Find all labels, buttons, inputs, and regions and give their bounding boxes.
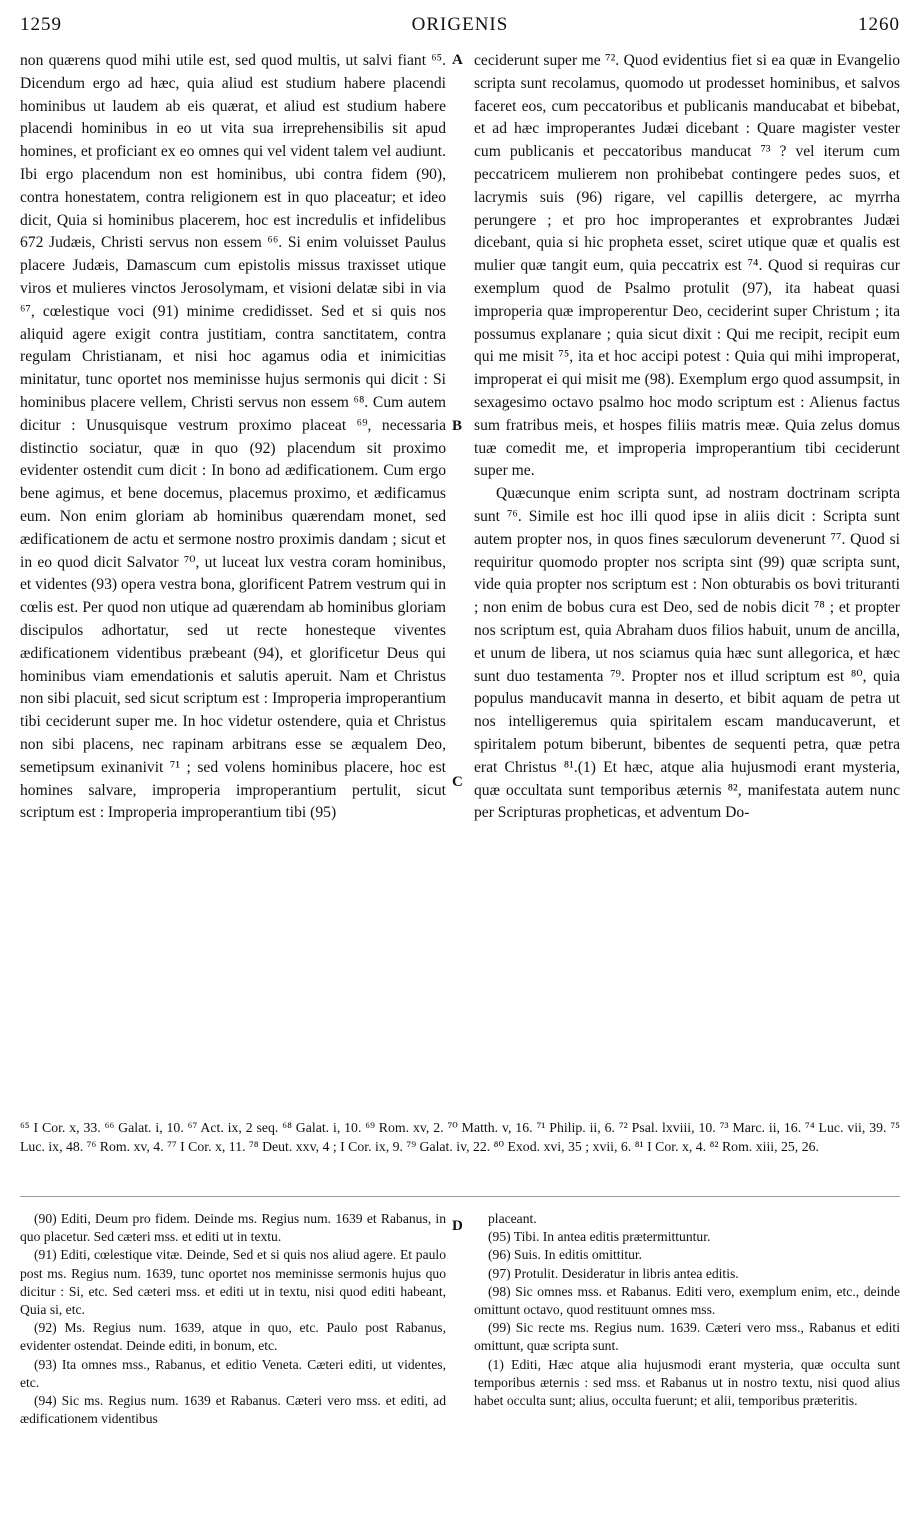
footnote-92: (92) Ms. Regius num. 1639, atque in quo, etc. Paulo post Rabanus, evidenter ostendat. Deinde editi, in bonum, etc.: [20, 1320, 446, 1354]
footnote-94-continued: placeant.: [488, 1211, 537, 1226]
footnote-1: (1) Editi, Hæc atque alia hujusmodi erant mysteria, quæ occulta sunt temporibus æternis : sed mss. et Rabanus ut in nostro textu, nisi quod alius habet occulta sunt; alius, occulta fuerunt; et alii, temporibus præteritis.: [474, 1356, 900, 1409]
main-text-right-column: [474, 50, 900, 825]
scripture-references: ⁶⁵ I Cor. x, 33. ⁶⁶ Galat. i, 10. ⁶⁷ Act. ix, 2 seq. ⁶⁸ Galat. i, 10. ⁶⁹ Rom. xv, 2. ⁷⁰ Matth. v, 16. ⁷¹ Philip. ii, 6. ⁷² Psal. lxviii, 10. ⁷³ Marc. ii, 16. ⁷⁴ Luc. vii, 39. ⁷⁵ Luc. ix, 48. ⁷⁶ Rom. xv, 4. ⁷⁷ I Cor. x, 11. ⁷⁸ Deut. xxv, 4 ; I Cor. ix, 9. ⁷⁹ Galat. iv, 22. ⁸⁰ Exod. xvi, 35 ; xvii, 6. ⁸¹ I Cor. x, 4. ⁸² Rom. xiii, 25, 26.: [20, 1120, 900, 1154]
footnote-97: (97) Protulit. Desideratur in libris antea editis.: [488, 1265, 739, 1281]
right-paragraph-2: Quæcunque enim scripta sunt, ad nostram doctrinam scripta sunt ⁷⁶. Simile est hoc illi quod ipse in aliis dicit : Scripta sunt autem propter nos, in quos fines sæculorum devenerunt ⁷⁷. Quod si requiritur quomodo propter nos scripta sint (99) quæ scripta sunt, vide quia propter nos scriptum est : Non obturabis os bovi trituranti ; non enim de bobus cura est Deo, sed de nobis dicit ⁷⁸ ; et propter nos scriptum est, quia Abraham duos filios habuit, unum de ancilla, et unum de libera, ut nos sciamus quia hæc sunt allegorica, et hæc sunt duo testamenta ⁷⁹. Propter nos et illud scriptum est ⁸⁰, quia populus manducavit manna in deserto, et bibit aquam de petra ut nos intelligeremus quia spiritalem escam manducaverunt, et spiritalem potum biberunt, bibentes de sequenti petra, quæ petra erat Christus ⁸¹.(1) Et hæc, atque alia hujusmodi erant mysteria, quæ occultata sunt temporibus æternis ⁸², manifestata autem nunc per Scripturas propheticas, et adventum Do-: [474, 485, 900, 822]
footnote-divider: [20, 1196, 900, 1197]
footnotes-right-column: [474, 1210, 900, 1410]
footnote-98: (98) Sic omnes mss. et Rabanus. Editi vero, exemplum enim, etc., deinde omittunt octavo, quod restituunt omnes mss.: [474, 1283, 900, 1318]
footnote-94: (94) Sic ms. Regius num. 1639 et Rabanus. Cæteri vero mss. et editi, ad ædificationem videntibus: [20, 1393, 446, 1427]
column-marker-b: B: [452, 418, 463, 434]
left-paragraph: non quærens quod mihi utile est, sed quod multis, ut salvi fiant ⁶⁵. Dicendum ergo ad hæc, quia aliud est studium habere placendi hominibus ut laudem ab eis quærat, et aliud est studium habere placendi hominibus in eo ut vita sua irreprehensibilis sit apud homines, et proficiant ex eo omnes qui vel vident talem vel audiunt. Ibi ergo placendum non est hominibus, ubi contra fidem (90), contra honestatem, contra religionem est in quo placeatur; et ideo dicit, Quia si hominibus placerem, hoc est incredulis et infidelibus 672 Judæis, Christi servus non essem ⁶⁶. Si enim voluisset Paulus placere Judæis, Damascum cum epistolis missus traxisset utique viros et mulieres vinctos Jerosolymam, et visioni delatæ sibi in via ⁶⁷, cœlestique voci (91) minime credidisset. Sed et si quis nos aliquid agere exigit contra justitiam, contra sanctitatem, contra regulam Christianam, et nisi hoc agamus odia et inimicitias minitatur, tunc oportet nos meminisse hujus sermonis qui dicit : Si hominibus placere vellem, Christi servus non essem ⁶⁸. Cum autem dicitur : Unusquisque vestrum proximo placeat ⁶⁹, necessaria distinctio sociatur, quæ in quo (92) placendum sit proximo evidenter ostendit cum dicit : In bono ad ædificationem. Cum ergo bene agimus, et bene docemus, placemus proximo, et ædificamus eum. Non enim gloriam ab hominibus quærendam monet, sed ædificationem de actu et sermone nostro proximis dandam ; sicut et in eo quod dicit Salvator ⁷⁰, ut luceat lux vestra coram hominibus, et videntes (93) opera vestra bona, glorificent Patrem vestrum qui in cœlis est. Per quod non utique ad quærendam ab hominibus gloriam discipulos adhortatur, sed ut recte honesteque viventes ædificationem videntibus præbeant (94), et glorificetur Deus qui hominibus viam emendationis et salutis aperuit. Nam et Christus non sibi placuit, sed sicut scriptum est : Improperia improperantium tibi ceciderunt super me. In hoc videtur ostendere, quia et Christus non sibi placens, nec rapinam arbitrans esse se æqualem Deo, semetipsum exinanivit ⁷¹ ; sed volens hominibus placere, hoc est homines salvare, improperia improperantium pertulit, sicut scriptum est : Improperia improperantium tibi (95): [20, 52, 446, 822]
column-marker-d: D: [452, 1218, 463, 1234]
page-header: [20, 14, 900, 40]
main-text-left-column: [20, 50, 446, 825]
footnote-96: (96) Suis. In editis omittitur.: [488, 1247, 643, 1263]
footnote-91: (91) Editi, cœlestique vitæ. Deinde, Sed et si quis nos aliud agere. Et paulo post ms. Regius num. 1639, tunc oportet nos meminisse sermonis hujus quo dicitur : Si, etc. Sed cæteri mss. et editi ut in textu, nisi quod editi habeant, Quia si, etc.: [20, 1247, 446, 1318]
footnotes-left-column: [20, 1210, 446, 1428]
page-number-right: 1260: [858, 14, 900, 35]
footnote-93: (93) Ita omnes mss., Rabanus, et editio Veneta. Cæteri editi, ut videntes, etc.: [20, 1356, 446, 1390]
column-marker-a: A: [452, 52, 463, 68]
footnote-99: (99) Sic recte ms. Regius num. 1639. Cæteri vero mss., Rabanus et editi omittunt, quæ scripta sunt.: [474, 1320, 900, 1354]
page-number-left: 1259: [20, 14, 62, 35]
column-marker-c: C: [452, 774, 463, 790]
footnote-90: (90) Editi, Deum pro fidem. Deinde ms. Regius num. 1639 et Rabanus, in quo placetur. Sed cæteri mss. et editi ut in textu.: [20, 1211, 446, 1245]
right-paragraph-1: ceciderunt super me ⁷². Quod evidentius fiet si ea quæ in Evangelio scripta sunt recolamus, quomodo ut prodesset hominibus, et salvos faceret eos, cum peccatoribus et publicanis manducabat et bibebat, et ad hæc improperantes Judæi dicebant : Quare magister vester cum publicanis et peccatoribus manducat ⁷³ ? vel iterum cum peccatricem mulierem non prohibebat contingere pedes suos, et lacrymis suis (96) rigare, vel capillis detergere, ac myrrha perungere ; et pro hoc improperantes et exprobrantes Judæi dicebant, quia si hic propheta esset, sciret utique quæ et qualis est mulier quæ tangit eum, quia peccatrix est ⁷⁴. Quod si requiras cur exemplum quod de Psalmo protulit (97), ita habeat quasi improperia quæ improperentur Deo, ceciderint super Christum ; ita possumus explanare ; quia sicut dixit : Qui me recipit, recipit eum qui me misit ⁷⁵, ita et hoc accipi potest : Quia qui mihi improperat, improperat ei qui misit me (98). Exemplum ergo quod assumpsit, in sexagesimo octavo psalmo hoc modo scriptum est : Alienus factus sum fratribus meis, et hospes filiis matris meæ. Quia zelus domus tuæ comedit me, et improperia improperantium tibi ceciderunt super me.: [474, 52, 900, 480]
running-title: ORIGENIS: [411, 14, 509, 35]
footnote-95: (95) Tibi. In antea editis prætermittuntur.: [488, 1229, 711, 1245]
